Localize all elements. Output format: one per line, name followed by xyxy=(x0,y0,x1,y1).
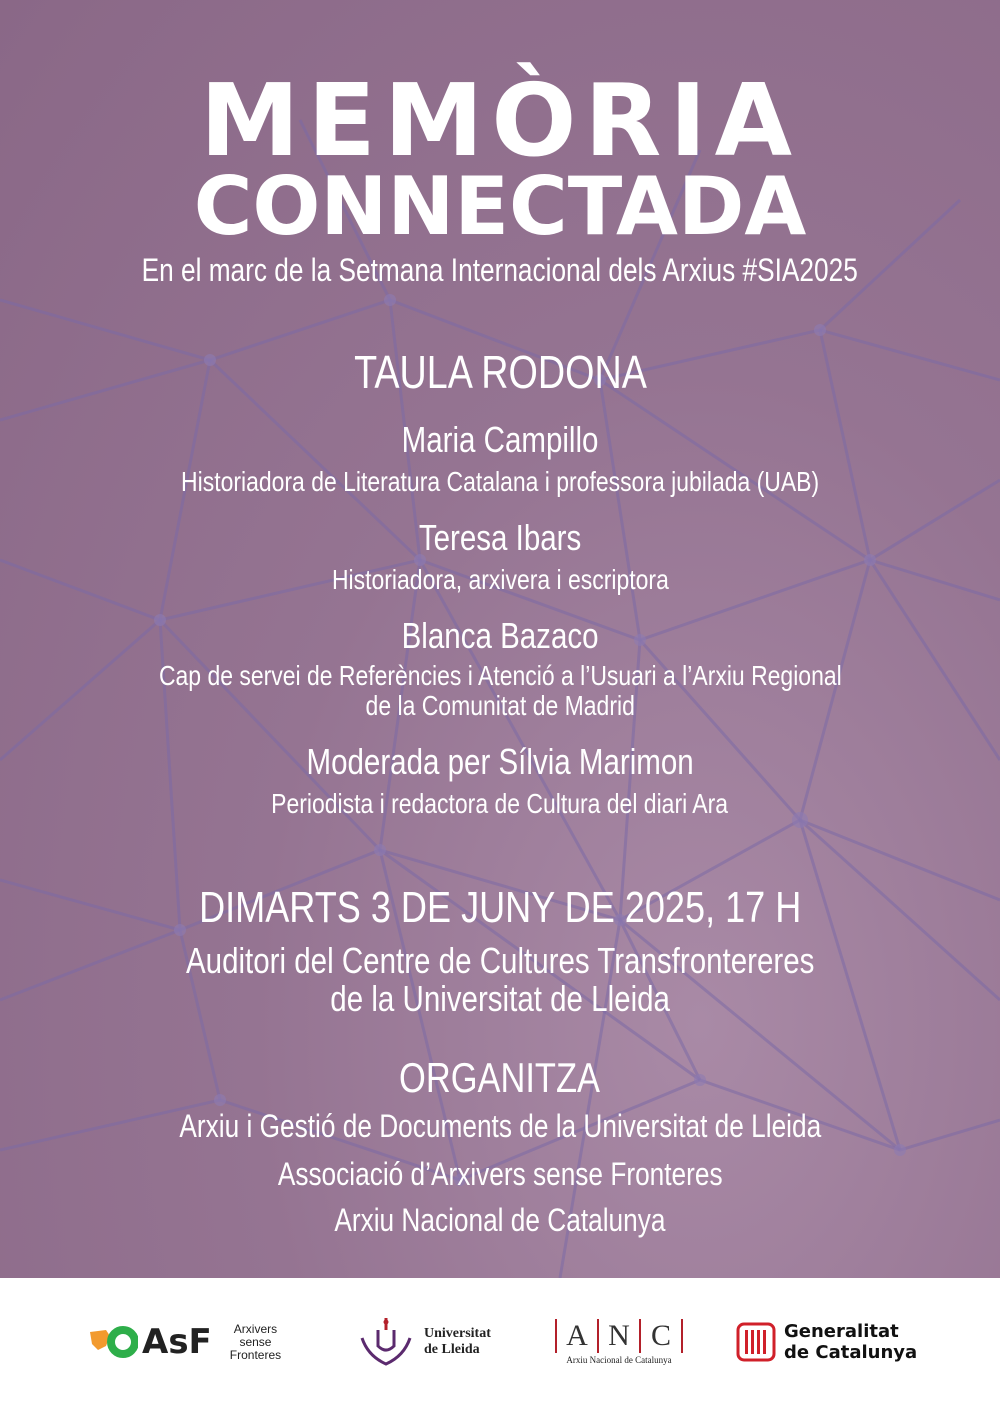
event-venue-line-2 xyxy=(0,978,1000,1020)
panel-heading xyxy=(0,344,1000,400)
asf-name-line-1: Arxivers xyxy=(233,1321,278,1336)
event-date-text: DIMARTS 3 DE JUNY DE 2025, 17 H xyxy=(198,883,802,932)
gencat-logo xyxy=(736,1312,926,1372)
asf-name-line-3: Fronteres xyxy=(229,1347,282,1362)
udl-logo xyxy=(358,1312,508,1372)
speaker-role-2-text: Historiadora, arxivera i escriptora xyxy=(331,564,669,595)
speaker-role-1-text: Historiadora de Literatura Catalana i professora jubilada (UAB) xyxy=(180,466,820,497)
anc-logo xyxy=(554,1312,684,1372)
speaker-role-3-line-1-text: Cap de servei de Referències i Atenció a l’Usuari a l’Arxiu Regional xyxy=(158,660,842,691)
asf-name-line-2: sense xyxy=(239,1334,272,1349)
moderator-role-text: Periodista i redactora de Cultura del diari Ara xyxy=(271,788,729,819)
speaker-role-3-line-2-text: de la Comunitat de Madrid xyxy=(365,690,635,721)
event-venue-line-1 xyxy=(0,940,1000,982)
speaker-name-1 xyxy=(0,418,1000,462)
speaker-role-1 xyxy=(0,464,1000,500)
anc-letter-c: C xyxy=(641,1319,683,1353)
title-line-1: MEMÒRIA xyxy=(200,62,800,179)
event-date xyxy=(0,880,1000,936)
asf-abbr: AsF xyxy=(142,1322,212,1362)
organizer-item-1 xyxy=(0,1106,1000,1146)
speaker-name-3-text: Blanca Bazaco xyxy=(401,615,599,656)
udl-crest-icon xyxy=(358,1316,414,1368)
gencat-name-line-1: Generalitat xyxy=(784,1321,899,1342)
organizer-item-3 xyxy=(0,1200,1000,1240)
organizers-heading xyxy=(0,1052,1000,1104)
gencat-senyera-icon xyxy=(736,1322,776,1362)
asf-logo xyxy=(88,1312,308,1372)
event-venue-line-1-text: Auditori del Centre de Cultures Transfrontereres xyxy=(185,940,815,981)
anc-letter-n: N xyxy=(599,1319,641,1353)
asf-mark-icon xyxy=(88,1324,138,1360)
organizer-item-2 xyxy=(0,1154,1000,1194)
gencat-name xyxy=(784,1321,917,1363)
organizer-item-2-text: Associació d’Arxivers sense Fronteres xyxy=(277,1156,723,1192)
speaker-name-3 xyxy=(0,614,1000,658)
moderator-name xyxy=(0,740,1000,784)
udl-name-line-2: de Lleida xyxy=(424,1342,480,1357)
organizer-item-1-text: Arxiu i Gestió de Documents de la Universitat de Lleida xyxy=(179,1108,821,1144)
anc-letter-a: A xyxy=(557,1319,599,1353)
moderator-role xyxy=(0,786,1000,822)
organizer-item-3-text: Arxiu Nacional de Catalunya xyxy=(334,1202,666,1238)
title-line-2: CONNECTADA xyxy=(193,160,807,253)
speaker-name-1-text: Maria Campillo xyxy=(401,419,599,460)
speaker-role-2 xyxy=(0,562,1000,598)
gencat-name-line-2: de Catalunya xyxy=(784,1342,918,1363)
moderator-name-text: Moderada per Sílvia Marimon xyxy=(306,741,694,782)
anc-caption: Arxiu Nacional de Catalunya xyxy=(566,1355,672,1365)
anc-letter-box xyxy=(555,1319,683,1353)
speaker-name-2-text: Teresa Ibars xyxy=(418,517,582,558)
subtitle-text: En el marc de la Setmana Internacional dels Arxius #SIA2025 xyxy=(141,252,859,288)
speaker-role-3-line-2 xyxy=(0,690,1000,722)
speaker-name-2 xyxy=(0,516,1000,560)
subtitle xyxy=(0,248,1000,292)
udl-name xyxy=(424,1326,491,1358)
panel-heading-text: TAULA RODONA xyxy=(353,346,647,398)
udl-name-line-1: Universitat xyxy=(424,1326,491,1341)
event-venue-line-2-text: de la Universitat de Lleida xyxy=(330,978,670,1019)
asf-name xyxy=(230,1323,281,1362)
organizers-heading-text: ORGANITZA xyxy=(399,1054,601,1101)
speaker-role-3-line-1 xyxy=(0,660,1000,692)
